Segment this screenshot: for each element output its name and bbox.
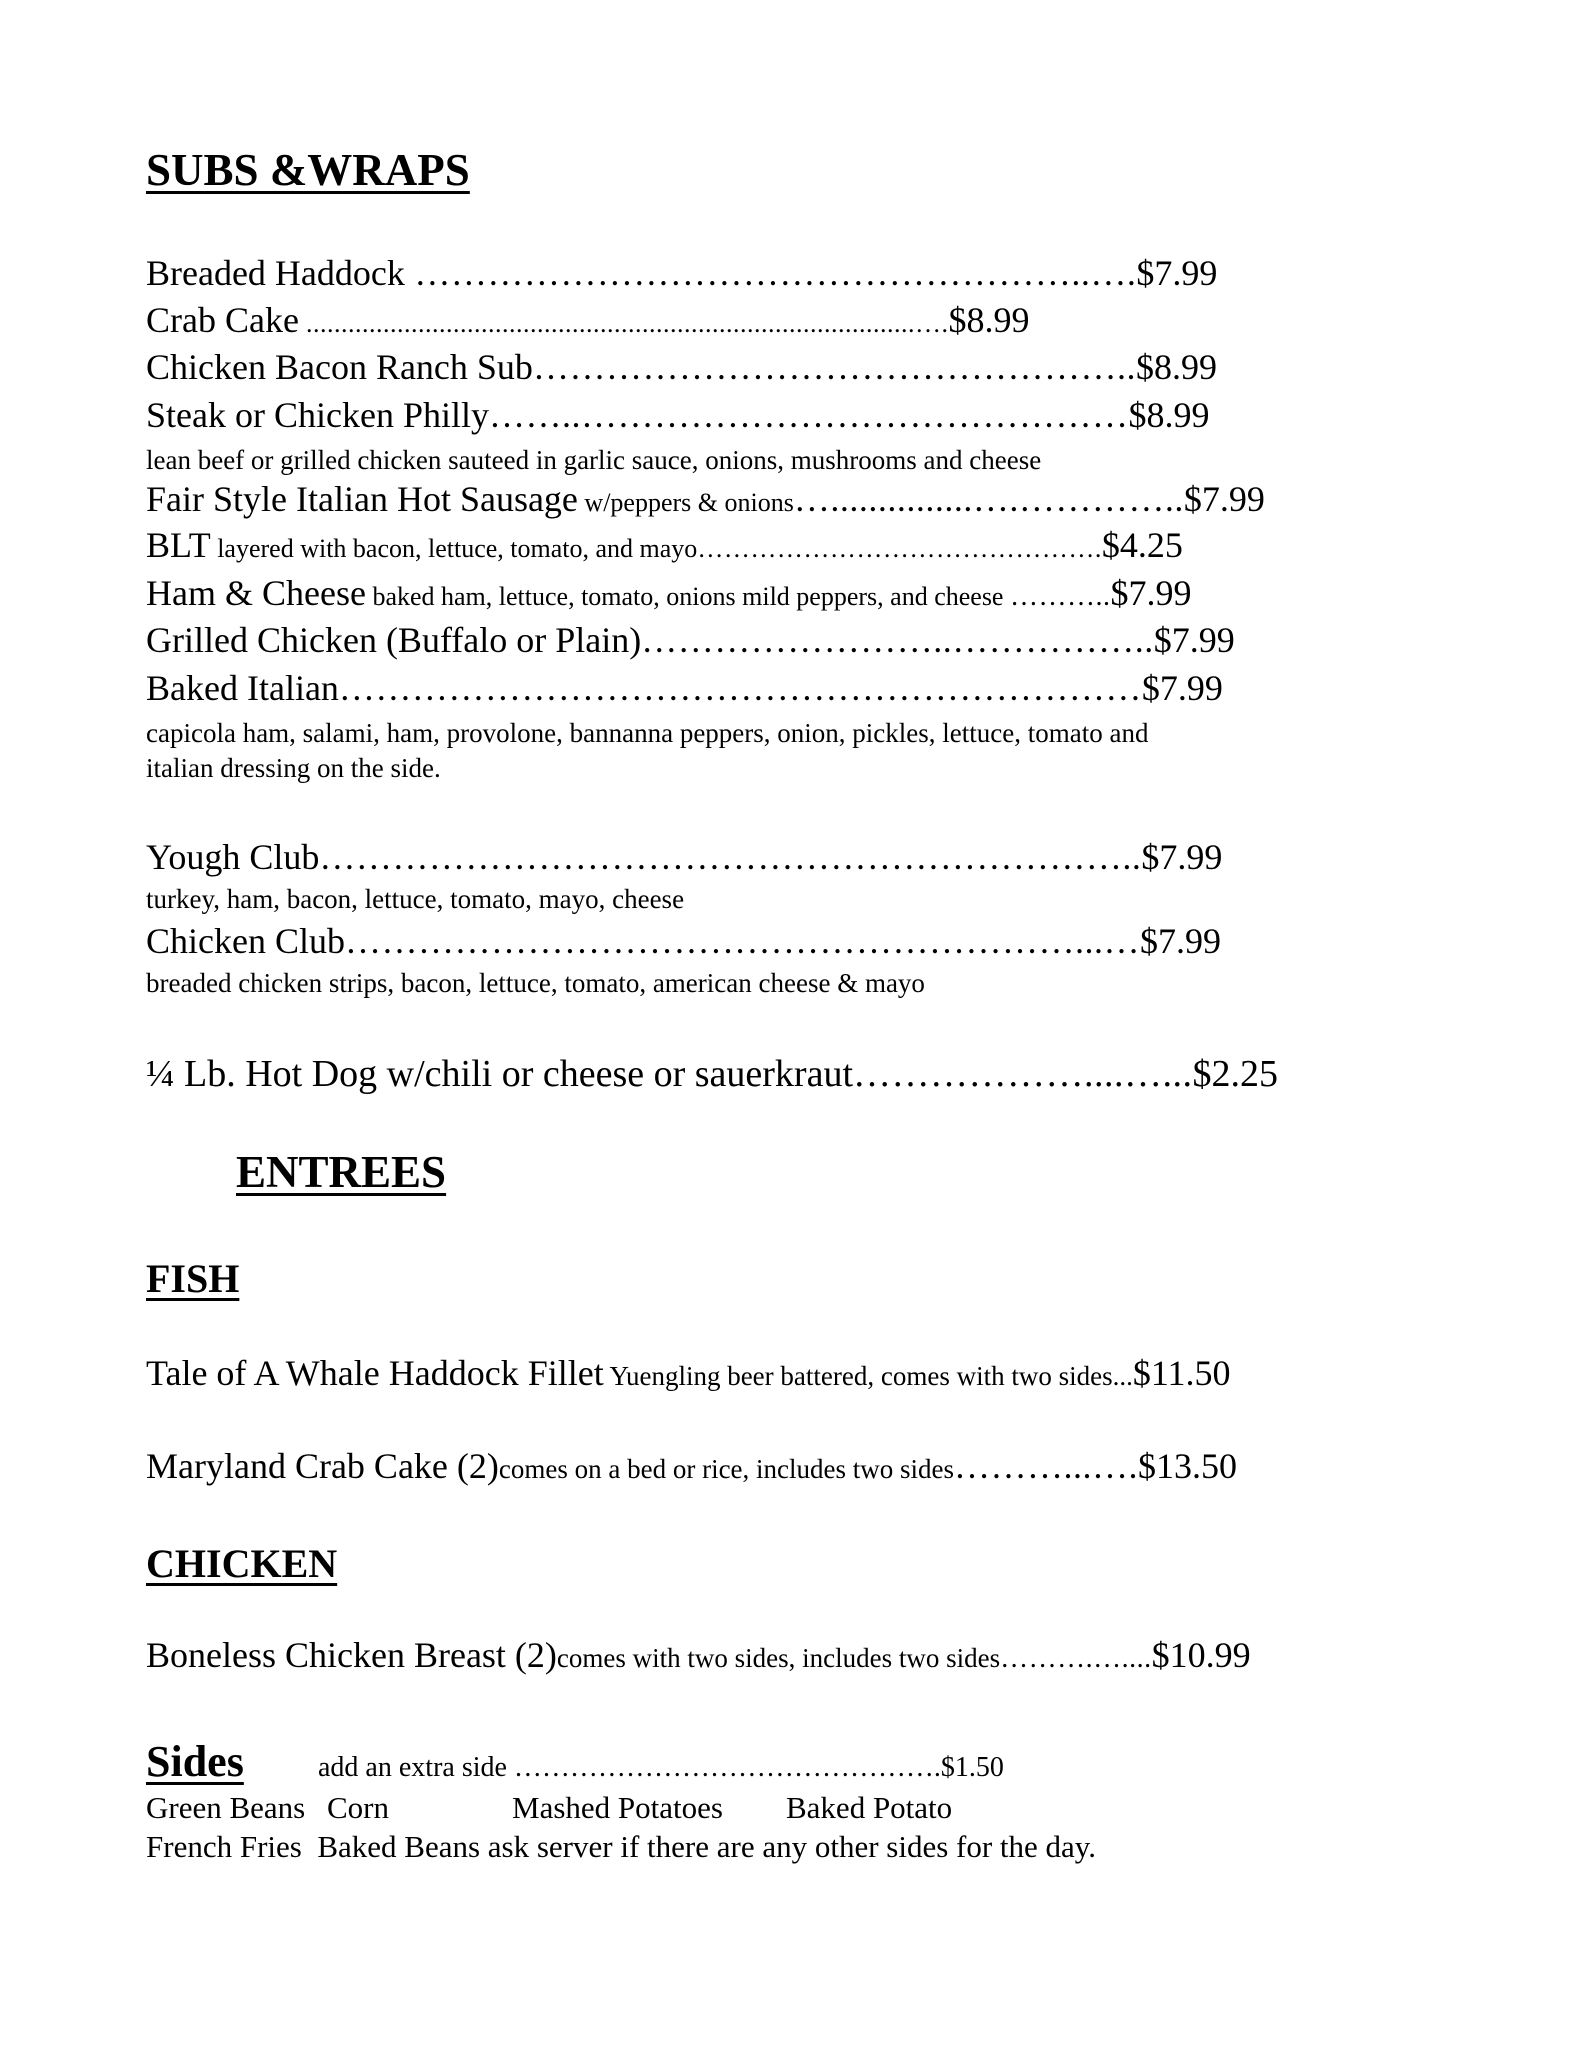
item-description: capicola ham, salami, ham, provolone, bannanna peppers, onion, pickles, lettuce, tomato and <box>146 718 1149 748</box>
sides-heading: Sides <box>146 1737 244 1786</box>
menu-item <box>146 299 1366 341</box>
chicken-heading: CHICKEN <box>146 1541 338 1586</box>
item-note: comes with two sides, includes two sides <box>556 1643 1001 1673</box>
menu-item <box>146 478 1366 520</box>
item-name: Boneless Chicken Breast (2) <box>146 1635 557 1675</box>
item-name: Breaded Haddock <box>146 253 405 293</box>
leader-dots: ………………………………………. <box>697 534 1102 563</box>
leader-dots: ……………………………………………………...… <box>344 921 1140 961</box>
item-note: baked ham, lettuce, tomato, onions mild peppers, and cheese <box>365 582 1010 611</box>
item-price: $7.99 <box>1110 573 1192 613</box>
item-name: ¼ Lb. Hot Dog w/chili or cheese or sauerkraut <box>146 1053 854 1095</box>
item-price: $8.99 <box>948 300 1030 340</box>
item-note: Yuengling beer battered, comes with two sides... <box>603 1361 1133 1391</box>
item-name: Chicken Bacon Ranch Sub <box>146 347 533 387</box>
fish-heading: FISH <box>146 1256 240 1301</box>
menu-item <box>146 836 1366 878</box>
item-price: $13.50 <box>1138 1446 1238 1486</box>
leader-dots: ……..……………………………………… <box>488 395 1129 435</box>
item-price: $4.25 <box>1101 525 1183 565</box>
menu-item <box>146 252 1366 294</box>
menu-item <box>146 667 1366 709</box>
item-description: turkey, ham, bacon, lettuce, tomato, mayo, cheese <box>146 884 685 914</box>
menu-item <box>146 572 1366 614</box>
item-note: layered with bacon, lettuce, tomato, and mayo <box>210 534 698 563</box>
leader-dots: .......................................................................................…. <box>298 309 949 338</box>
item-price: $7.99 <box>1141 668 1223 708</box>
item-name: Crab Cake <box>146 300 299 340</box>
leader-dots: ………………………………………………..…. <box>404 253 1137 293</box>
item-price: $7.99 <box>1136 253 1218 293</box>
item-name: Ham & Cheese <box>146 573 366 613</box>
entrees-heading: ENTREES <box>236 1147 447 1197</box>
item-name: Chicken Club <box>146 921 345 961</box>
menu-item <box>146 1634 1406 1676</box>
leader-dots: ………...…. <box>954 1446 1139 1486</box>
item-name: Maryland Crab Cake (2) <box>146 1446 499 1486</box>
menu-item <box>146 524 1366 566</box>
item-description: lean beef or grilled chicken sauteed in garlic sauce, onions, mushrooms and cheese <box>146 445 1042 475</box>
menu-item <box>146 346 1366 388</box>
item-price: $8.99 <box>1128 395 1210 435</box>
item-name: BLT <box>146 525 211 565</box>
item-name: Yough Club <box>146 837 320 877</box>
item-price: $7.99 <box>1183 479 1265 519</box>
menu-item <box>146 619 1366 661</box>
menu-item <box>146 1352 1406 1394</box>
item-name: Fair Style Italian Hot Sausage <box>146 479 578 519</box>
subs-wraps-heading: SUBS &WRAPS <box>146 145 470 195</box>
extra-side-note: add an extra side ……………………………………….$1.50 <box>318 1752 1004 1783</box>
item-price: $7.99 <box>1139 921 1221 961</box>
leader-dots: ……………………..…………….. <box>641 620 1154 660</box>
menu-item <box>146 1052 1366 1096</box>
sides-line-two: French Fries Baked Beans ask server if there are any other sides for the day. <box>146 1829 1097 1864</box>
leader-dots: ……….. <box>1009 581 1111 612</box>
item-price: $10.99 <box>1151 1635 1251 1675</box>
item-price: $11.50 <box>1132 1353 1231 1393</box>
item-note: w/peppers & onions <box>577 488 794 517</box>
item-price: $2.25 <box>1192 1053 1279 1095</box>
leader-dots: ………………………………………………………….. <box>319 837 1142 877</box>
menu-item <box>146 1445 1406 1487</box>
item-price: $7.99 <box>1141 837 1223 877</box>
leader-dots: ………………………………………………………… <box>338 668 1142 708</box>
leader-dots: ……….….... <box>1000 1643 1152 1674</box>
item-description: breaded chicken strips, bacon, lettuce, tomato, american cheese & mayo <box>146 968 925 998</box>
menu-item <box>146 920 1366 962</box>
item-name: Tale of A Whale Haddock Fillet <box>146 1353 604 1393</box>
item-name: Baked Italian <box>146 668 339 708</box>
menu-item <box>146 394 1366 436</box>
side-item: Green Beans <box>146 1790 306 1825</box>
leader-dots: …...............….………….. <box>793 479 1184 519</box>
side-item: Corn <box>327 1790 389 1825</box>
item-note: comes on a bed or rice, includes two sides <box>498 1454 955 1484</box>
item-name: Steak or Chicken Philly <box>146 395 489 435</box>
item-name: Grilled Chicken (Buffalo or Plain) <box>146 620 642 660</box>
item-price: $8.99 <box>1135 347 1217 387</box>
side-item: Baked Potato <box>786 1790 953 1825</box>
leader-dots: ………………....…... <box>853 1053 1193 1095</box>
leader-dots: ………………………………………….. <box>532 347 1136 387</box>
item-price: $7.99 <box>1153 620 1235 660</box>
side-item: Mashed Potatoes <box>512 1790 723 1825</box>
item-description: italian dressing on the side. <box>146 753 441 783</box>
